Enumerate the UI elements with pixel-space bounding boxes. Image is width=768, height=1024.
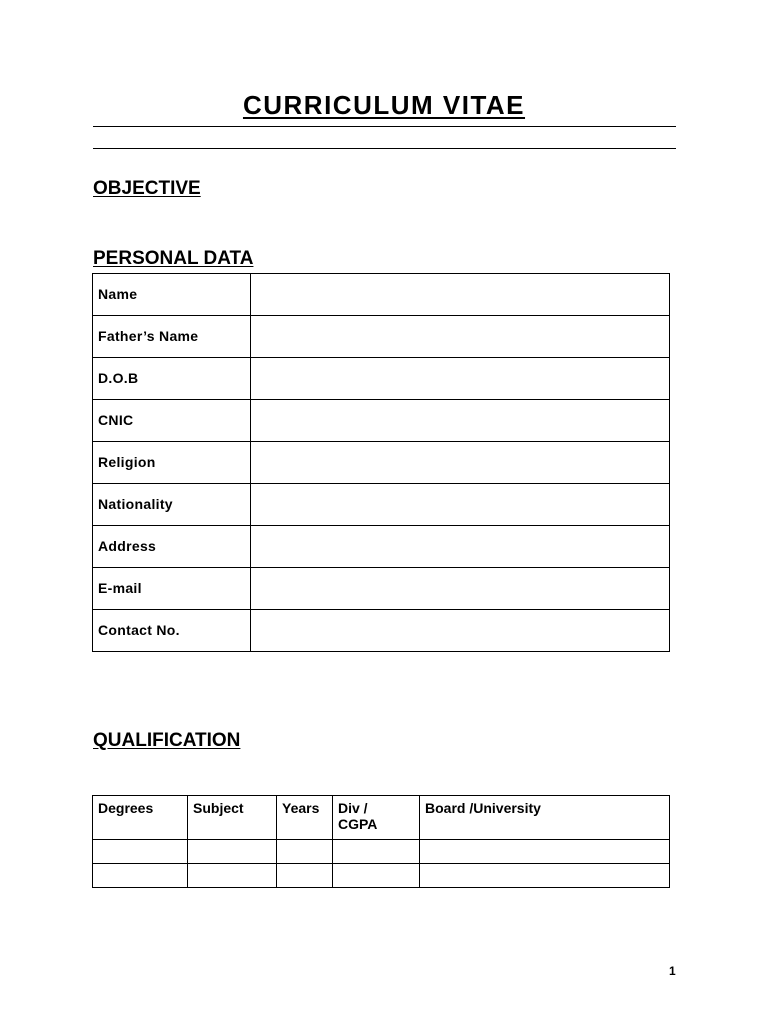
field-label-name: Name (93, 274, 251, 316)
field-label-religion: Religion (93, 442, 251, 484)
personal-data-row (93, 400, 670, 442)
personal-data-row (93, 442, 670, 484)
qualification-cell[interactable] (93, 840, 188, 864)
personal-data-row (93, 484, 670, 526)
personal-data-table (92, 273, 670, 652)
objective-heading: OBJECTIVE (93, 178, 201, 199)
qualification-cell[interactable] (420, 864, 670, 888)
col-header-years: Years (277, 796, 333, 840)
field-value-cnic[interactable] (251, 400, 670, 442)
field-value-nationality[interactable] (251, 484, 670, 526)
personal-data-row (93, 568, 670, 610)
col-header-subject: Subject (188, 796, 277, 840)
document-title: CURRICULUM VITAE (242, 90, 526, 120)
field-label-nationality: Nationality (93, 484, 251, 526)
qualification-cell[interactable] (188, 864, 277, 888)
field-value-religion[interactable] (251, 442, 670, 484)
field-label-cnic: CNIC (93, 400, 251, 442)
field-label-contact-no: Contact No. (93, 610, 251, 652)
qualification-cell[interactable] (420, 840, 670, 864)
field-value-fathers-name[interactable] (251, 316, 670, 358)
personal-data-row (93, 526, 670, 568)
col-header-div-cgpa: Div / CGPA (333, 796, 420, 840)
field-value-email[interactable] (251, 568, 670, 610)
title-divider-top (93, 126, 676, 127)
field-value-address[interactable] (251, 526, 670, 568)
personal-data-row (93, 358, 670, 400)
personal-data-row (93, 274, 670, 316)
personal-data-row (93, 316, 670, 358)
qualification-cell[interactable] (333, 864, 420, 888)
qualification-header-row (93, 796, 670, 840)
qualification-cell[interactable] (277, 840, 333, 864)
qualification-row (93, 864, 670, 888)
qualification-heading: QUALIFICATION (93, 730, 241, 751)
qualification-cell[interactable] (333, 840, 420, 864)
col-header-degrees: Degrees (93, 796, 188, 840)
field-value-dob[interactable] (251, 358, 670, 400)
qualification-cell[interactable] (93, 864, 188, 888)
field-label-dob: D.O.B (93, 358, 251, 400)
field-label-fathers-name: Father’s Name (93, 316, 251, 358)
page-number: 1 (669, 964, 676, 978)
personal-data-heading: PERSONAL DATA (93, 248, 254, 269)
title-divider-bottom (93, 148, 676, 149)
qualification-row (93, 840, 670, 864)
field-label-address: Address (93, 526, 251, 568)
field-value-contact-no[interactable] (251, 610, 670, 652)
field-label-email: E-mail (93, 568, 251, 610)
col-header-board-university: Board /University (420, 796, 670, 840)
qualification-cell[interactable] (277, 864, 333, 888)
field-value-name[interactable] (251, 274, 670, 316)
qualification-cell[interactable] (188, 840, 277, 864)
personal-data-row (93, 610, 670, 652)
qualification-table (92, 795, 670, 888)
